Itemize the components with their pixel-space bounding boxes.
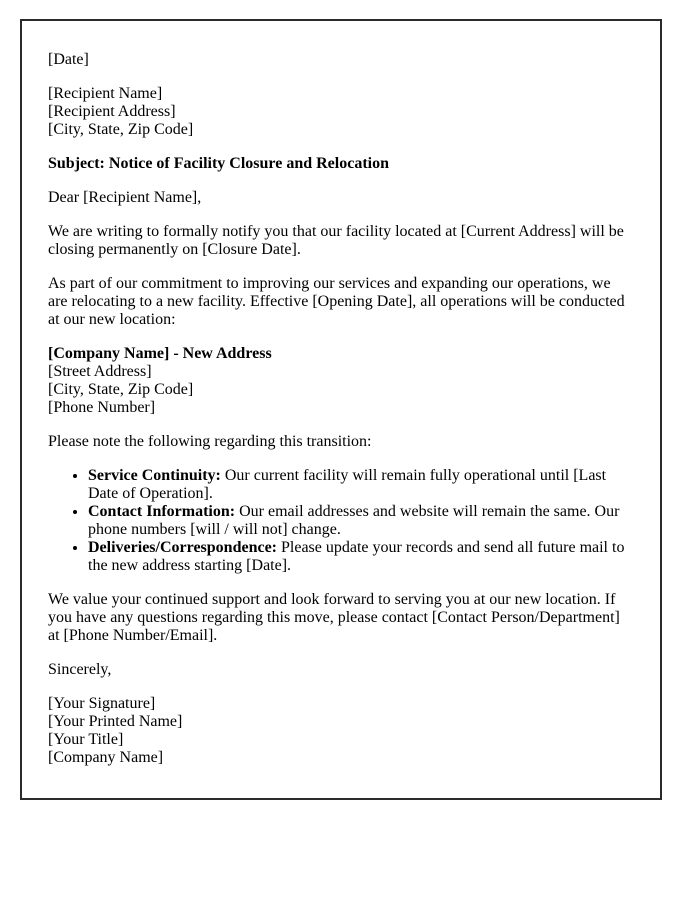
company-name-line: [Company Name] — [48, 749, 164, 766]
phone-number-line: [Phone Number] — [48, 399, 156, 416]
street-address-line: [Street Address] — [48, 363, 152, 380]
closing-paragraph: We value your continued support and look forward to serving you at our new location. If you have any questions regarding this move, please contact [Contact Person/Department] at [Phone Number/Email]. — [48, 591, 620, 644]
date-line: [Date] — [48, 51, 89, 68]
printed-name-line: [Your Printed Name] — [48, 713, 183, 730]
signature-block — [48, 695, 632, 767]
bullet-contact-information — [88, 503, 632, 539]
title-line: [Your Title] — [48, 731, 124, 748]
recipient-block — [48, 85, 632, 139]
subject-line: Subject: Notice of Facility Closure and Relocation — [48, 155, 389, 172]
transition-bullet-list — [48, 467, 632, 575]
bullet-lead: Deliveries/Correspondence: — [88, 539, 277, 556]
bullet-deliveries-correspondence — [88, 539, 632, 575]
relocation-paragraph: As part of our commitment to improving our services and expanding our operations, we are relocating to a new facility. Effective [Opening Date], all operations will be conducted at our new location: — [48, 275, 625, 328]
letter-document-frame — [20, 19, 662, 800]
recipient-city-state-zip-line: [City, State, Zip Code] — [48, 121, 194, 138]
new-address-block — [48, 345, 632, 417]
sign-off: Sincerely, — [48, 661, 112, 678]
intro-paragraph: We are writing to formally notify you that our facility located at [Current Address] will be closing permanently on [Closure Date]. — [48, 223, 624, 258]
recipient-address-line: [Recipient Address] — [48, 103, 176, 120]
bullet-lead: Service Continuity: — [88, 467, 221, 484]
transition-note: Please note the following regarding this transition: — [48, 433, 372, 450]
bullet-text: Our current facility will remain fully operational until [Last Date of Operation]. — [88, 467, 607, 502]
bullet-lead: Contact Information: — [88, 503, 236, 520]
new-address-heading: [Company Name] - New Address — [48, 345, 272, 362]
bullet-text: Please update your records and send all future mail to the new address starting [Date]. — [88, 539, 625, 574]
recipient-name-line: [Recipient Name] — [48, 85, 163, 102]
salutation: Dear [Recipient Name], — [48, 189, 202, 206]
bullet-service-continuity — [88, 467, 632, 503]
bullet-text: Our email addresses and website will remain the same. Our phone numbers [will / will not] change. — [88, 503, 620, 538]
signature-line: [Your Signature] — [48, 695, 156, 712]
city-state-zip-line: [City, State, Zip Code] — [48, 381, 194, 398]
